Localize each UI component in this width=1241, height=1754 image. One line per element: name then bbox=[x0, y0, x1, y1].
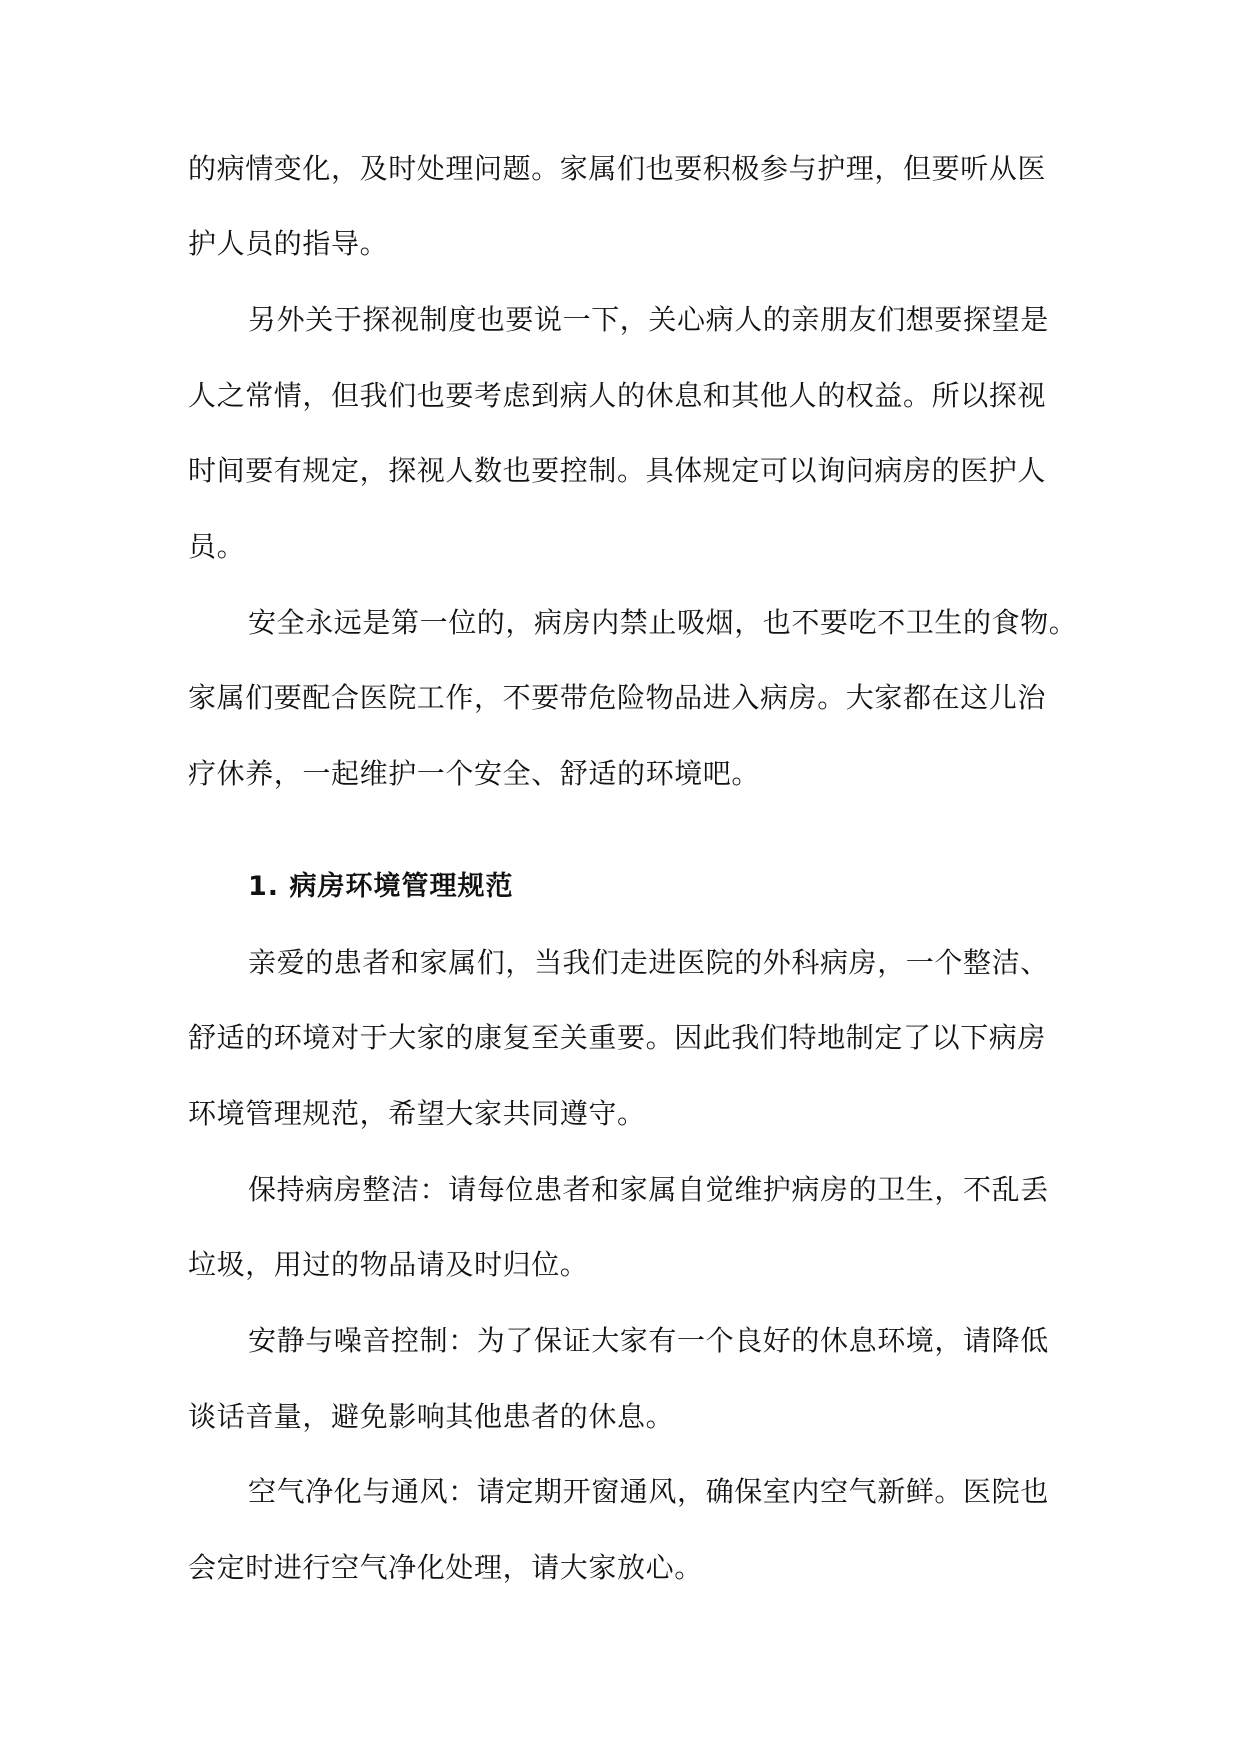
paragraph-2-line-3: 时间要有规定，探视人数也要控制。具体规定可以询问病房的医护人 bbox=[188, 454, 1047, 487]
paragraph-2-line-4: 员。 bbox=[188, 530, 246, 563]
paragraph-2-line-1: 另外关于探视制度也要说一下，关心病人的亲朋友们想要探望是 bbox=[248, 303, 1049, 336]
section-paragraph-4-line-2: 会定时进行空气净化处理，请大家放心。 bbox=[188, 1551, 703, 1584]
section-paragraph-1-line-2: 舒适的环境对于大家的康复至关重要。因此我们特地制定了以下病房 bbox=[188, 1021, 1047, 1054]
section-paragraph-3-line-1: 安静与噪音控制：为了保证大家有一个良好的休息环境，请降低 bbox=[248, 1324, 1049, 1357]
paragraph-3-line-2: 家属们要配合医院工作，不要带危险物品进入病房。大家都在这儿治 bbox=[188, 681, 1047, 714]
paragraph-3-line-3: 疗休养，一起维护一个安全、舒适的环境吧。 bbox=[188, 757, 761, 790]
paragraph-1-line-2: 护人员的指导。 bbox=[188, 227, 389, 260]
paragraph-2-line-2: 人之常情，但我们也要考虑到病人的休息和其他人的权益。所以探视 bbox=[188, 379, 1047, 412]
section-paragraph-2-line-1: 保持病房整洁：请每位患者和家属自觉维护病房的卫生，不乱丢 bbox=[248, 1173, 1049, 1206]
section-paragraph-3-line-2: 谈话音量，避免影响其他患者的休息。 bbox=[188, 1400, 675, 1433]
section-paragraph-1-line-1: 亲爱的患者和家属们，当我们走进医院的外科病房，一个整洁、 bbox=[248, 946, 1049, 979]
paragraph-1-line-1: 的病情变化，及时处理问题。家属们也要积极参与护理，但要听从医 bbox=[188, 152, 1047, 185]
section-heading: 1. 病房环境管理规范 bbox=[248, 871, 514, 902]
paragraph-3-line-1: 安全永远是第一位的，病房内禁止吸烟，也不要吃不卫生的食物。 bbox=[248, 606, 1078, 639]
section-paragraph-1-line-3: 环境管理规范，希望大家共同遵守。 bbox=[188, 1097, 646, 1130]
section-paragraph-2-line-2: 垃圾，用过的物品请及时归位。 bbox=[188, 1248, 589, 1281]
section-paragraph-4-line-1: 空气净化与通风：请定期开窗通风，确保室内空气新鲜。医院也 bbox=[248, 1475, 1049, 1508]
